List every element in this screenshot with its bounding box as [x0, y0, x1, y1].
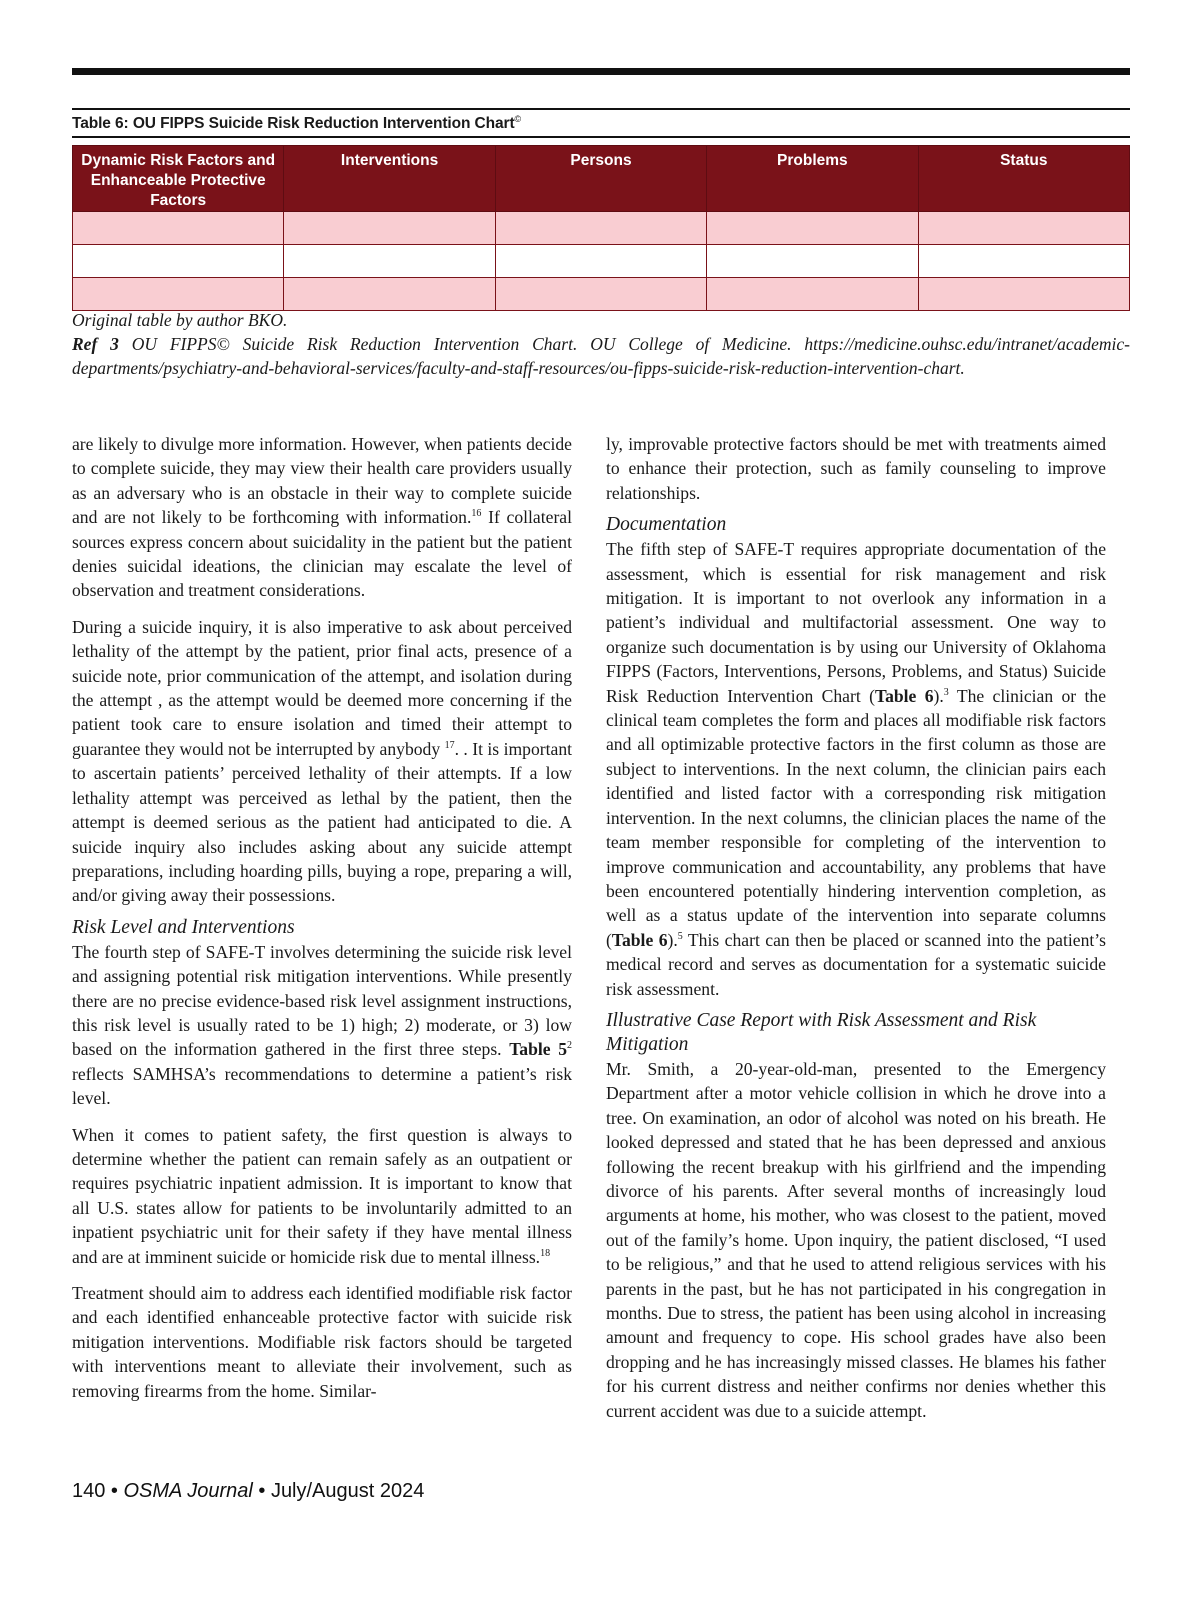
citation: 3 — [943, 686, 949, 698]
text-run: . . It is important to ascertain patients’ perceived lethality of their attempts. If a low lethality attempt was perceived as lethal by the patient, then the attempt is deemed serious as the patient had anticipated to die. A suicide inquiry also includes asking about any suicide attempt preparations, including hoarding pills, buying a rope, preparing a will, and/or giving away their possessions. — [72, 738, 572, 906]
table-6 — [72, 108, 1130, 311]
paragraph — [72, 1123, 572, 1269]
text-run: ). — [933, 685, 944, 706]
table-title-rule — [72, 136, 1130, 138]
header-interventions: Interventions — [284, 146, 495, 212]
citation: 16 — [471, 508, 482, 520]
footer-separator: • — [105, 1480, 124, 1502]
text-run: reflects SAMHSA’s recommendations to determine a patient’s risk level. — [72, 1063, 572, 1109]
page-number: 140 — [72, 1480, 106, 1502]
text-run: are likely to divulge more information. However, when patients decide to complete suicide, they may view their health care providers usually as an adversary who is an obstacle in their way to complete suicide and are not likely to be forthcoming with information. — [72, 434, 572, 528]
right-column — [606, 432, 1106, 1423]
table-reference: Table 6 — [611, 929, 668, 950]
header-problems: Problems — [707, 146, 918, 212]
table-cell — [73, 278, 284, 311]
citation: 2 — [567, 1040, 572, 1052]
paragraph — [72, 432, 572, 603]
table-cell — [918, 278, 1129, 311]
paragraph: Treatment should aim to address each identified modifiable risk factor and each identified enhanceable protective factor with suicide risk mitigation interventions. Modifiable risk factors should be targeted with interventions meant to alleviate their involvement, such as removing firearms from the home. Similar- — [72, 1283, 572, 1401]
header-risk-factors: Dynamic Risk Factors and Enhanceable Protective Factors — [73, 146, 284, 212]
table-cell — [284, 245, 495, 278]
fipps-chart-table — [72, 145, 1130, 311]
citation: 5 — [677, 930, 683, 942]
table-title-text: Table 6: OU FIPPS Suicide Risk Reduction Intervention Chart — [72, 115, 515, 133]
text-run: The fifth step of SAFE-T requires appropriate documentation of the assessment, which is essential for risk management and risk mitigation. It is important to not overlook any information in a patient’s individual and multifactorial assessment. One way to organize such documentation is by using our University of Oklahoma FIPPS (Factors, Interventions, Persons, Problems, and Status) Suicide Risk Reduction Intervention Chart ( — [606, 539, 1106, 706]
table-cell — [495, 245, 706, 278]
page-footer — [72, 1480, 424, 1503]
section-heading: Documentation — [606, 514, 727, 536]
text-run: This chart can then be placed or scanned into the patient’s medical record and serves as documentation for a systematic suicide risk assessment. — [606, 929, 1106, 999]
table-cell — [284, 212, 495, 245]
section-heading: Illustrative Case Report with Risk Assessment and Risk Mitigation — [606, 1009, 1037, 1055]
header-persons: Persons — [495, 146, 706, 212]
table-cell — [284, 278, 495, 311]
footer-separator: • — [252, 1480, 271, 1502]
table-reference: Table 6 — [874, 685, 934, 706]
table-cell — [918, 212, 1129, 245]
table-cell — [918, 245, 1129, 278]
text-run: When it comes to patient safety, the first question is always to determine whether the patient can remain safely as an outpatient or requires psychiatric inpatient admission. It is important to know that all U.S. states allow for patients to be involuntarily admitted to an inpatient psychiatric unit for their safety if they have mental illness and are at imminent suicide or homicide risk due to mental illness. — [72, 1124, 572, 1267]
issue-date: July/August 2024 — [270, 1480, 425, 1502]
paragraph: ly, improvable protective factors should be met with treatments aimed to enhance their protection, such as family counseling to improve relationships. — [606, 434, 1106, 503]
table-caption — [72, 308, 1130, 380]
left-column — [72, 432, 572, 1403]
section-heading: Risk Level and Interventions — [72, 916, 295, 938]
paragraph — [72, 940, 572, 1111]
table-row — [73, 212, 1130, 245]
text-run: If collateral sources express concern about suicidality in the patient but the patient denies suicidal ideations, the clinician may escalate the level of observation and treatment considerations. — [72, 507, 572, 601]
citation: 17 — [444, 740, 455, 752]
journal-name: OSMA Journal — [123, 1480, 253, 1502]
table-cell — [73, 245, 284, 278]
table-cell — [495, 212, 706, 245]
text-run: The clinician or the clinical team completes the form and places all modifiable risk factors and all optimizable protective factors in the first column as those are subject to interventions. In the next column, the clinician pairs each identified and listed factor with a corresponding risk mitigation intervention. In the next columns, the clinician places the name of the team member responsible for completing of the intervention to improve communication and accountability, any problems that have been encountered potentially hindering intervention completion, as well as a status update of the intervention into separate columns ( — [606, 685, 1107, 950]
ref-text: OU FIPPS© Suicide Risk Reduction Intervention Chart. OU College of Medicine. https://medicine.ouhsc.edu/intranet/academic-departments/psychiatry-and-behavioral-services/faculty-and-staff-resources/ou-fipps-suicide-risk-reduction-intervention-chart. — [72, 334, 1130, 378]
table-row — [73, 278, 1130, 311]
paragraph — [72, 615, 572, 908]
text-run: During a suicide inquiry, it is also imperative to ask about perceived lethality of the attempt by the patient, prior final acts, presence of a suicide note, prior communication of the attempt, and isolation during the attempt , as the attempt would be deemed more concerning if the patient took care to ensure isolation and timed their attempt to guarantee they would not be interrupted by anybody — [72, 616, 572, 759]
copyright-mark: © — [514, 114, 522, 124]
paragraph — [606, 537, 1106, 1001]
table-cell — [707, 245, 918, 278]
table-row — [73, 245, 1130, 278]
ref-label: Ref 3 — [72, 334, 119, 354]
text-run: ). — [667, 929, 678, 950]
text-run: The fourth step of SAFE-T involves determining the suicide risk level and assigning potential risk mitigation interventions. While presently there are no precise evidence-based risk level assignment instructions, this risk level is usually rated to be 1) high; 2) moderate, or 3) low based on the information gathered in the first three steps. — [72, 941, 572, 1060]
caption-source: Original table by author BKO. — [72, 310, 288, 330]
citation: 18 — [540, 1247, 551, 1259]
table-cell — [707, 212, 918, 245]
table-cell — [495, 278, 706, 311]
top-rule — [72, 68, 1130, 75]
header-status: Status — [918, 146, 1129, 212]
table-cell — [73, 212, 284, 245]
table-title — [72, 110, 1130, 136]
paragraph: Mr. Smith, a 20-year-old-man, presented to the Emergency Department after a motor vehicle collision in which he drove into a tree. On examination, an odor of alcohol was noted on his breath. He looked depressed and stated that he has been depressed and anxious following the recent breakup with his girlfriend and the impending divorce of his parents. After several months of increasingly loud arguments at home, his mother, who was closest to the patient, moved out of the family’s home. Upon inquiry, the patient disclosed, “I used to be religious,” and that he used to attend religious services with his parents in the past, but he has not participated in his congregation in months. Due to stress, the patient has been using alcohol in increasing amount and frequency to cope. His school grades have also been dropping and he has increasingly missed classes. He blames his father for his current distress and neither confirms nor denies whether this current accident was due to a suicide attempt. — [606, 1058, 1106, 1421]
table-reference: Table 5 — [509, 1039, 567, 1060]
table-cell — [707, 278, 918, 311]
caption-reference — [72, 332, 1130, 380]
table-header-row — [73, 146, 1130, 212]
